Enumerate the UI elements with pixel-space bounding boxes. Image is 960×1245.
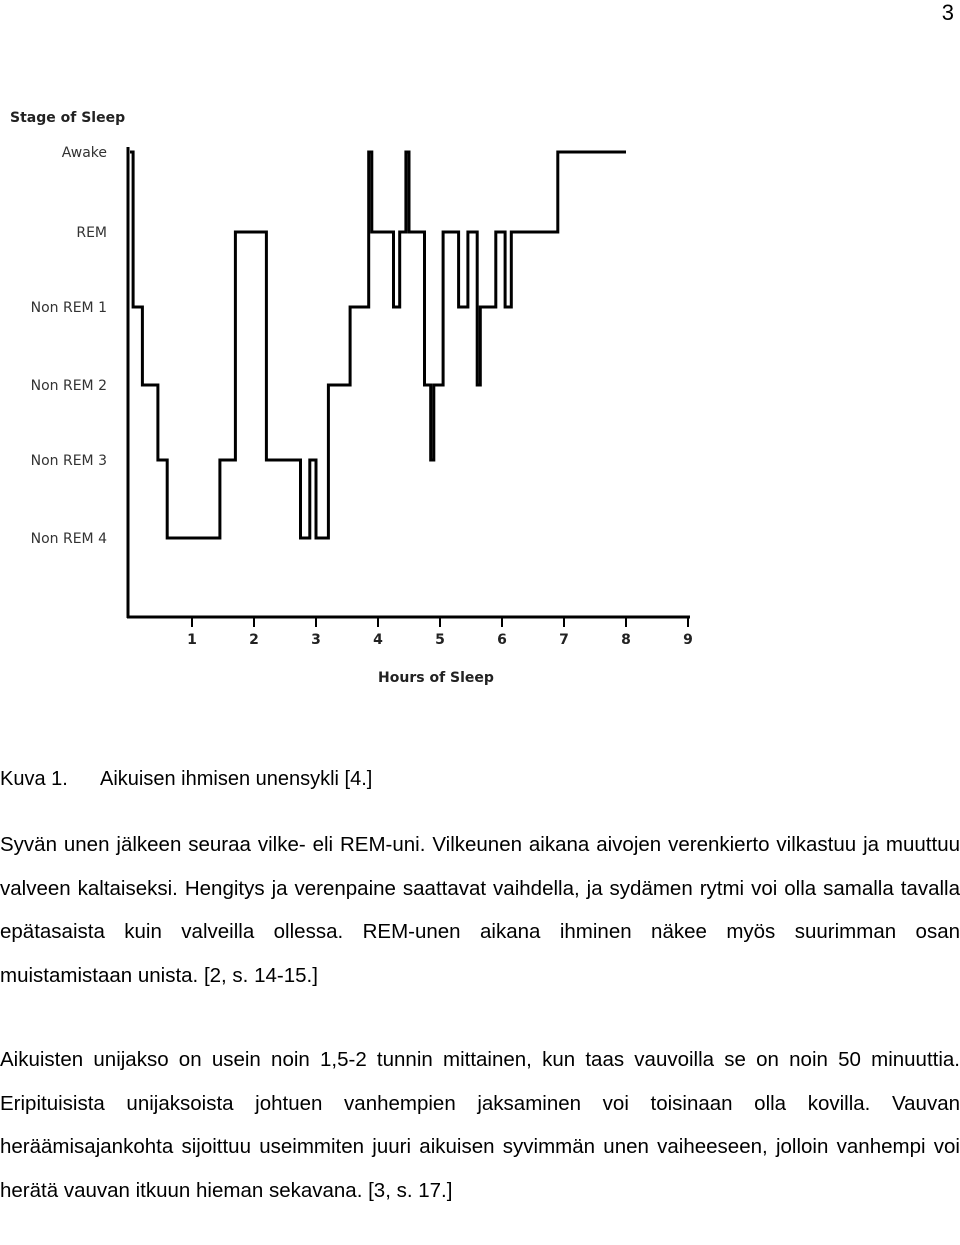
y-tick-label: Non REM 3	[30, 453, 107, 469]
sleep-stage-chart	[0, 95, 720, 695]
y-tick-label: Non REM 1	[30, 300, 107, 316]
x-axis-ticks	[187, 618, 693, 648]
x-tick-label: 3	[311, 632, 321, 648]
x-tick-label: 1	[187, 632, 197, 648]
caption-text: Aikuisen ihmisen unensykli [4.]	[100, 768, 373, 790]
y-tick-label: Non REM 2	[30, 378, 107, 394]
x-tick-label: 6	[497, 632, 507, 648]
sleep-stage-line	[130, 152, 626, 538]
page-number: 3	[941, 0, 954, 25]
y-axis-ticks	[31, 145, 107, 547]
x-tick-label: 7	[559, 632, 569, 648]
y-tick-label: Awake	[61, 145, 107, 161]
caption-number: Kuva 1.	[0, 768, 68, 790]
x-tick-label: 9	[683, 632, 693, 648]
sleep-stage-series	[130, 152, 626, 538]
body-paragraph-1: Syvän unen jälkeen seuraa vilke- eli REM-uni. Vilkeunen aikana aivojen verenkierto vilkastuu ja muuttuu valveen kaltaiseksi. Hengitys ja verenpaine saattavat vaihdella, ja sydämen rytmi voi olla samalla tavalla epätasaista kuin valveilla ollessa. REM-unen aikana ihminen näkee myös suurimman osan muistamistaan unista. [2, s. 14-15.]	[0, 833, 960, 987]
x-tick-label: 4	[373, 632, 383, 648]
figure-caption	[0, 765, 372, 793]
x-tick-label: 5	[435, 632, 445, 648]
y-tick-label: REM	[76, 225, 107, 241]
body-paragraph-2: Aikuisten unijakso on usein noin 1,5-2 tunnin mittainen, kun taas vauvoilla se on noin 50 minuuttia. Eripituisista unijaksoista johtuen vanhempien jaksaminen voi toisinaan olla kovilla. Vauvan heräämisajankohta sijoittuu useimmiten juuri aikuisen syvimmän unen vaiheeseen, jolloin vanhempi voi herätä vauvan itkuun hieman sekavana. [3, s. 17.]	[0, 1048, 960, 1202]
x-tick-label: 2	[249, 632, 259, 648]
y-tick-label: Non REM 4	[30, 531, 107, 547]
y-axis-title: Stage of Sleep	[10, 110, 126, 126]
x-axis-title: Hours of Sleep	[378, 670, 494, 686]
x-tick-label: 8	[621, 632, 631, 648]
